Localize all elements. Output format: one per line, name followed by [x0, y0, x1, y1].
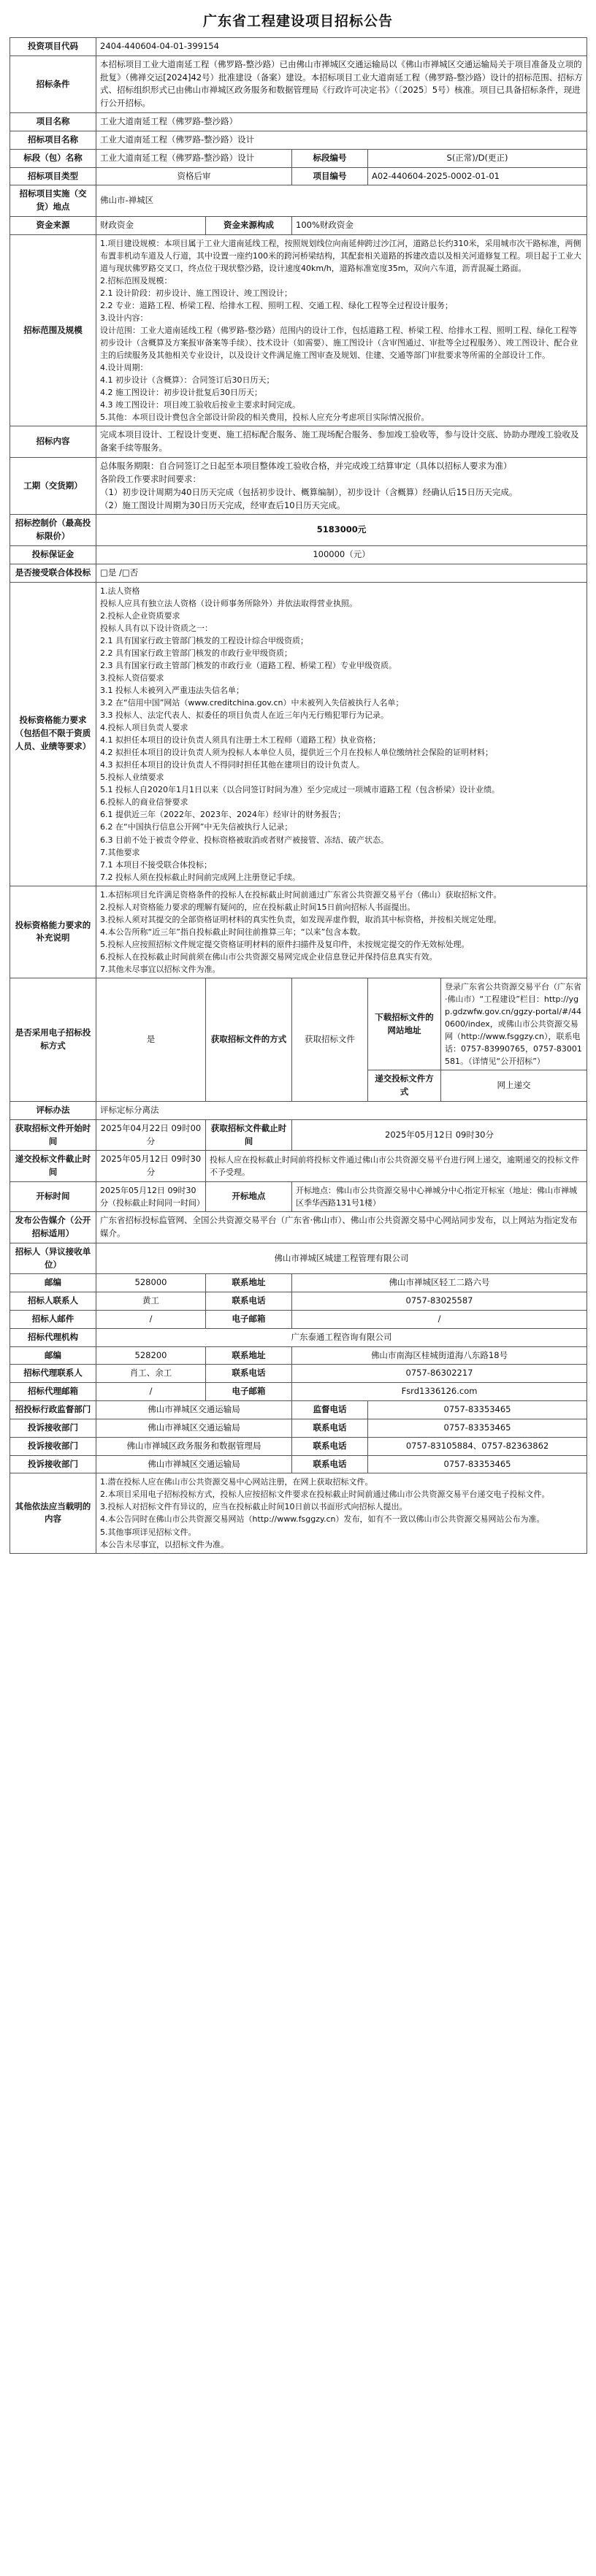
eval-method-label: 评标办法: [10, 1101, 96, 1119]
get-start-time: 09时00分: [146, 1122, 202, 1146]
complaint3-label: 投诉接收部门: [10, 1455, 96, 1473]
deposit-label: 投标保证金: [10, 545, 96, 564]
package-no-value: S(正常)/D(更正): [368, 149, 587, 167]
project-name-label: 项目名称: [10, 113, 96, 131]
complaint-phone-value: 0757-83353465: [368, 1419, 587, 1437]
deposit-value: 100000（元）: [96, 545, 587, 564]
open-time-value: 2025年05月12日 09时30分（投标截止时间同一时间）: [96, 1182, 206, 1212]
supplementary-line: 5.投标人应按照招标文件规定提交资格证明材料的原件扫描件及复印件，未按规定提交的作无效标处理。: [100, 939, 470, 949]
scope-line: 4.2 施工图设计：初步设计批复后30日历天；: [100, 388, 262, 398]
get-start-value: [96, 1119, 206, 1151]
scope-line: 4.1 初步设计（含概算）：合同签订后30日历天；: [100, 375, 275, 386]
complaint2-phone-label: 联系电话: [292, 1437, 368, 1455]
package-name-value: 工业大道南延工程（佛罗路-整沙路）设计: [96, 149, 292, 167]
package-no-label: 标段编号: [292, 149, 368, 167]
eval-method-value: 评标定标分离法: [96, 1101, 587, 1119]
period-label: 工期（交货期）: [10, 458, 96, 515]
other-line: 3.投标人对招标文件有异议的，应当在投标截止时间10日前以书面形式向招标人提出。: [100, 1502, 408, 1512]
supplementary-line: 2.投标人对资格能力要求的理解有疑问的，应在投标截止时间15日前向招标人书面提出。: [100, 902, 416, 912]
qualification-line: 1.法人资格: [100, 586, 140, 596]
supplementary-line: 6.投标人在投标截止时间前须在佛山市公共资源交易网完成企业信息登记并保持信息真实有效。: [100, 951, 438, 962]
qualification-line: 6.3 目前不处于被责令停业、投标资格被取消或者财产被接管、冻结、破产状态。: [100, 835, 389, 845]
page-title: 广东省工程建设项目招标公告: [202, 13, 393, 29]
qualification-line: 4.投标人项目负责人要求: [100, 723, 188, 733]
fund-ratio-value: 100%财政资金: [292, 216, 587, 234]
scope-line: 5.其他：本项目设计费包含全部设计阶段的相关费用，投标人应充分考虑项目实际情况报价。: [100, 413, 429, 423]
other-line: 2.本项目采用电子招标投标方式，投标人应按招标文件要求在投标截止时间前通过佛山市公共资源交易平台递交电子投标文件。: [100, 1490, 550, 1500]
qualification-line: 2.1 具有国家行政主管部门核发的工程设计综合甲级资质；: [100, 635, 308, 645]
content-value: 完成本项目设计、工程设计变更、施工招标配合服务、施工现场配合服务、参加竣工验收等，参与设计交底、协助办理竣工验收及备案手续等服务。: [96, 426, 587, 458]
joint-value: □是 /□否: [96, 564, 587, 582]
submit-method-value: 网上递交: [441, 1070, 587, 1102]
other-line: 5.其他事项详见招标文件。: [100, 1527, 196, 1537]
scope-line: 2.2 专业：道路工程、桥梁工程、给排水工程、照明工程、交通工程、绿化工程等全过程设计服务；: [100, 300, 453, 310]
complaint2-label: 投诉接收部门: [10, 1437, 96, 1455]
period-value: [96, 458, 587, 515]
supplementary-label: 投标资格能力要求的补充说明: [10, 886, 96, 978]
supervise-phone-label: 监督电话: [292, 1401, 368, 1419]
scope-line: 2.招标范围及规模：: [100, 275, 172, 285]
get-addr-label: 下载招标文件的网站地址: [368, 978, 441, 1070]
section-name-label: 招标项目名称: [10, 131, 96, 149]
complaint3-phone-label: 联系电话: [292, 1455, 368, 1473]
supplementary-line: 3.投标人须对其提交的全部资格证明材料的真实性负责，如发现弄虚作假，取消其中标资格，并按相关规定处理。: [100, 914, 502, 924]
tenderer-phone-value: 0757-83025587: [292, 1292, 587, 1311]
tenderer-addr-label: 联系地址: [206, 1274, 292, 1292]
tenderer-email-label: 招标人邮件: [10, 1311, 96, 1329]
tenderer-addr-value: 佛山市禅城区轻工二路六号: [292, 1274, 587, 1292]
qualification-line: 投标人应具有独立法人资格（设计师事务所除外）并依法取得营业执照。: [100, 598, 357, 608]
get-end-value: [292, 1119, 587, 1151]
scope-line: 2.1 设计阶段：初步设计、施工图设计、竣工图设计；: [100, 288, 292, 298]
e-bid-value: 是: [96, 978, 206, 1102]
tenderer-email-value: /: [96, 1311, 206, 1329]
submit-end-value: [96, 1151, 206, 1182]
qualification-value: [96, 582, 587, 886]
submit-end-label: 递交投标文件截止时间: [10, 1151, 96, 1182]
period-line: 各阶段工作要求时间要求：: [100, 473, 201, 484]
scope-line: 3.设计内容：: [100, 313, 148, 323]
tenderer-postcode-label: 邮编: [10, 1274, 96, 1292]
submit-end-time: 09时30分: [146, 1154, 202, 1178]
qualification-line: 4.1 拟担任本项目的设计负责人须具有注册土木工程师（道路工程）执业资格；: [100, 735, 381, 745]
period-line: （1）初步设计周期为40日历天完成（包括初步设计、概算编制），初步设计（含概算）经确认后15日历天完成。: [100, 486, 518, 497]
complaint3-value: 佛山市禅城区交通运输局: [96, 1455, 292, 1473]
fund-source-label: 资金来源: [10, 216, 96, 234]
tenderer-postcode-value: 528000: [96, 1274, 206, 1292]
open-time-label: 开标时间: [10, 1182, 96, 1212]
tenderer-fax-value: /: [292, 1311, 587, 1329]
agent-mail-label: 电子邮箱: [206, 1383, 292, 1401]
agent-mail-value: Fsrd1336126.com: [292, 1383, 587, 1401]
agent-addr-label: 联系地址: [206, 1346, 292, 1365]
complaint-label: 投诉接收部门: [10, 1419, 96, 1437]
tenderer-value: 佛山市禅城区城建工程管理有限公司: [96, 1243, 587, 1274]
supervise-value: 佛山市禅城区交通运输局: [96, 1401, 292, 1419]
fund-ratio-label: 资金来源构成: [206, 216, 292, 234]
qualification-line: 2.2 具有国家行政主管部门核发的市政行业甲级资质；: [100, 648, 292, 658]
project-no-label: 项目编号: [292, 167, 368, 185]
project-name-value: 工业大道南延工程（佛罗路-整沙路）: [96, 113, 587, 131]
agent-email-value: /: [96, 1383, 206, 1401]
tenderer-fax-label: 电子邮箱: [206, 1311, 292, 1329]
scope-line: 1.项目建设规模：本项目属于工业大道南延线工程，按照规划线位向南延伸跨过沙江河，道路总长约310米，采用城市次干路标准，两侧布置非机动车道及人行道，其中设置一座约100米的跨河桥梁结构，其配套相关道路的拆建改造以及相关河道修复工程。项目起于工业大道与现状佛罗路交叉口，终点位于现状整沙路，设计速度40km/h，道路标准宽度35m，双向六车道，沥青混凝土路面。: [100, 238, 581, 273]
get-start-label: 获取招标文件开始时间: [10, 1119, 96, 1151]
submit-end-date: 2025年05月12日: [100, 1154, 169, 1165]
scope-label: 招标范围及规模: [10, 234, 96, 426]
qualification-line: 投标人具有以下设计资质之一：: [100, 623, 213, 633]
qualification-line: 7.其他要求: [100, 847, 140, 857]
control-price-value: 5183000元: [96, 515, 587, 546]
qualification-line: 4.3 拟担任本项目的设计负责人不得同时担任其他在建项目的设计负责人。: [100, 760, 364, 770]
open-place-value: 开标地点：佛山市公共资源交易中心禅城分中心指定开标室（地址：佛山市禅城区季华西路131号1楼）: [292, 1182, 587, 1212]
qualification-line: 3.3 投标人、法定代表人、拟委任的项目负责人在近三年内无行贿犯罪行为记录。: [100, 710, 389, 721]
scope-value: [96, 234, 587, 426]
fund-source-value: 财政资金: [96, 216, 206, 234]
supplementary-line: 4.本公告所称“近三年”指自投标截止时间往前推算三年；“以来”包含本数。: [100, 927, 366, 937]
get-end-time: 09时30分: [455, 1129, 494, 1140]
other-line: 4.本公告同时在佛山市公共资源交易网站（http://www.fsggzy.cn）发布，如有不一致以佛山市公共资源交易网站公布为准。: [100, 1514, 545, 1525]
location-value: 佛山市-禅城区: [96, 185, 587, 217]
get-end-label: 获取招标文件截止时间: [206, 1119, 292, 1151]
supplementary-value: [96, 886, 587, 978]
project-no-value: A02-440604-2025-0002-01-01: [368, 167, 587, 185]
control-price-label: 招标控制价（最高投标限价）: [10, 515, 96, 546]
scope-line: 4.设计周期：: [100, 363, 148, 373]
project-code-value: 2404-440604-04-01-399154: [96, 38, 587, 56]
qualification-label: 投标资格能力要求（包括但不限于资质人员、业绩等要求）: [10, 582, 96, 886]
bid-condition-value: 本招标项目工业大道南延工程（佛罗路-整沙路）已由佛山市禅城区交通运输局以《佛山市禅城区交通运输局关于项目准备及立项的批复》（佛禅交运[2024]42号）批准建设（备案）建设。本招标项目工业大道南延工程（佛罗路-整沙路）设计的招标范围、招标方式、招标组织形式已由佛山市禅城区政务服务和数据管理局《行政许可决定书》（〔2025〕5号）核准。项目已具备招标条件，现进行公开招标。: [96, 55, 587, 112]
supervise-label: 招投标行政监督部门: [10, 1401, 96, 1419]
qualification-line: 7.2 投标人须在投标截止时间前完成网上注册登记手续。: [100, 872, 300, 882]
qualification-line: 6.2 在“中国执行信息公开网”中无失信被执行人记录；: [100, 822, 293, 832]
agent-phone-value: 0757-86302217: [292, 1365, 587, 1383]
get-end-date: 2025年05月12日: [385, 1129, 454, 1140]
agent-contact-value: 肖工、余工: [96, 1365, 206, 1383]
location-label: 招标项目实施（交货）地点: [10, 185, 96, 217]
get-start-date: 2025年04月22日: [100, 1122, 169, 1133]
supplementary-line: 7.其他未尽事宜以招标文件为准。: [100, 964, 221, 974]
e-bid-label: 是否采用电子招标投标方式: [10, 978, 96, 1102]
get-method-value: 获取招标文件: [292, 978, 368, 1102]
scope-line: 4.3 竣工图设计：项目竣工验收后按业主要求时间完成。: [100, 400, 300, 410]
agent-postcode-label: 邮编: [10, 1346, 96, 1365]
complaint-value: 佛山市禅城区交通运输局: [96, 1419, 292, 1437]
supervise-phone-value: 0757-83353465: [368, 1401, 587, 1419]
qualification-line: 2.投标人企业资质要求: [100, 610, 180, 621]
agent-value: 广东泰通工程咨询有限公司: [96, 1328, 587, 1346]
tenderer-label: 招标人（异议接收单位）: [10, 1243, 96, 1274]
package-name-label: 标段（包）名称: [10, 149, 96, 167]
qualification-line: 6.1 提供近三年（2022年、2023年、2024年）经审计的财务报告；: [100, 810, 345, 820]
period-line: 总体服务期限：自合同签订之日起至本项目整体竣工验收合格，并完成竣工结算审定（具体以招标人要求为准）: [100, 461, 512, 472]
submit-method-label: 递交投标文件方式: [368, 1070, 441, 1102]
agent-label: 招标代理机构: [10, 1328, 96, 1346]
agent-contact-label: 招标代理联系人: [10, 1365, 96, 1383]
agent-addr-value: 佛山市南海区桂城街道海八东路18号: [292, 1346, 587, 1365]
bid-condition-label: 招标条件: [10, 55, 96, 112]
agent-phone-label: 联系电话: [206, 1365, 292, 1383]
tenderer-contact-value: 黄工: [96, 1292, 206, 1311]
get-addr-value[interactable]: 登录广东省公共资源交易平台（广东省·佛山市）“工程建设”栏目：http://ygp.gdzwfw.gov.cn/ggzy-portal/#/440600/index，或佛山市公共资源交易网（http://www.fsggzy.cn），联系电话：0757-83990765，0757-83001581。（详情见“公开招标”）: [441, 978, 587, 1070]
other-value: [96, 1473, 587, 1553]
announcement-table: [9, 37, 587, 1554]
publish-media-value: 广东省招标投标监管网、全国公共资源交易平台（广东省·佛山市）、佛山市公共资源交易中心网站同步发布，以上网站为指定发布媒介。: [96, 1212, 587, 1243]
complaint2-phone-value: 0757-83105884、0757-82363862: [368, 1437, 587, 1455]
joint-label: 是否接受联合体投标: [10, 564, 96, 582]
agent-email-label: 招标代理邮箱: [10, 1383, 96, 1401]
complaint3-phone-value: 0757-83353465: [368, 1455, 587, 1473]
qualification-line: 5.投标人业绩要求: [100, 773, 164, 783]
complaint2-value: 佛山市禅城区政务服务和数据管理局: [96, 1437, 292, 1455]
content-label: 招标内容: [10, 426, 96, 458]
get-method-label: 获取招标文件的方式: [206, 978, 292, 1102]
tenderer-contact-label: 招标人联系人: [10, 1292, 96, 1311]
qualification-line: 3.2 在“信用中国”网站（www.creditchina.gov.cn）中未被列入失信被执行人名单；: [100, 698, 404, 708]
other-line: 1.潜在投标人应在佛山市公共资源交易中心网站注册，在网上获取招标文件。: [100, 1477, 373, 1487]
tender-type-value: 资格后审: [96, 167, 292, 185]
scope-line: 设计范围：工业大道南延线工程（佛罗路-整沙路）范围内的设计工作，包括道路工程、桥梁工程、给排水工程、照明工程、绿化工程等初步设计（含概算及方案报审备案等手续）、技术设计（如需要）、施工图设计（含审图通过、审批等全过程服务）、竣工图设计、配合业主的后续服务及其他相关专业设计，以及设计文件满足施工图审查及规划、住建、交通等部门审批要求等所需的全部设计工作。: [100, 326, 578, 361]
qualification-line: 2.3 具有国家行政主管部门核发的市政行业（道路工程、桥梁工程）专业甲级资质。: [100, 660, 397, 670]
project-code-label: 投资项目代码: [10, 38, 96, 56]
qualification-line: 3.1 投标人未被列入严重违法失信名单；: [100, 685, 244, 695]
open-place-label: 开标地点: [206, 1182, 292, 1212]
footer-note: 本公告未尽事宜，以招标文件为准。: [100, 1539, 229, 1549]
qualification-line: 3.投标人资信要求: [100, 672, 164, 683]
publish-media-label: 发布公告媒介（公开招标适用）: [10, 1212, 96, 1243]
section-name-value: 工业大道南延工程（佛罗路-整沙路）设计: [96, 131, 587, 149]
qualification-line: 5.1 投标人自2020年1月1日以来（以合同签订时间为准）至少完成过一项城市道路工程（包含桥梁）设计业绩。: [100, 785, 500, 795]
complaint-phone-label: 联系电话: [292, 1419, 368, 1437]
other-label: 其他依法应当载明的内容: [10, 1473, 96, 1553]
qualification-line: 6.投标人的商业信誉要求: [100, 797, 188, 808]
qualification-line: 7.1 本项目不接受联合体投标；: [100, 859, 212, 870]
supplementary-line: 1.本招标项目允许满足资格条件的投标人在投标截止时间前通过广东省公共资源交易平台（佛山）获取招标文件。: [100, 889, 502, 900]
period-line: （2）施工图设计周期为30日历天完成，经审查后10日历天完成。: [100, 499, 345, 510]
submit-note: 投标人应在投标截止时间前将投标文件通过佛山市公共资源交易平台进行网上递交，逾期递交的投标文件不予受理。: [206, 1151, 587, 1182]
qualification-line: 4.2 拟担任本项目的设计负责人须为投标人本单位人员，提供近三个月在投标人单位缴纳社会保险的证明材料；: [100, 748, 493, 758]
tenderer-phone-label: 联系电话: [206, 1292, 292, 1311]
tender-type-label: 招标项目类型: [10, 167, 96, 185]
agent-postcode-value: 528200: [96, 1346, 206, 1365]
